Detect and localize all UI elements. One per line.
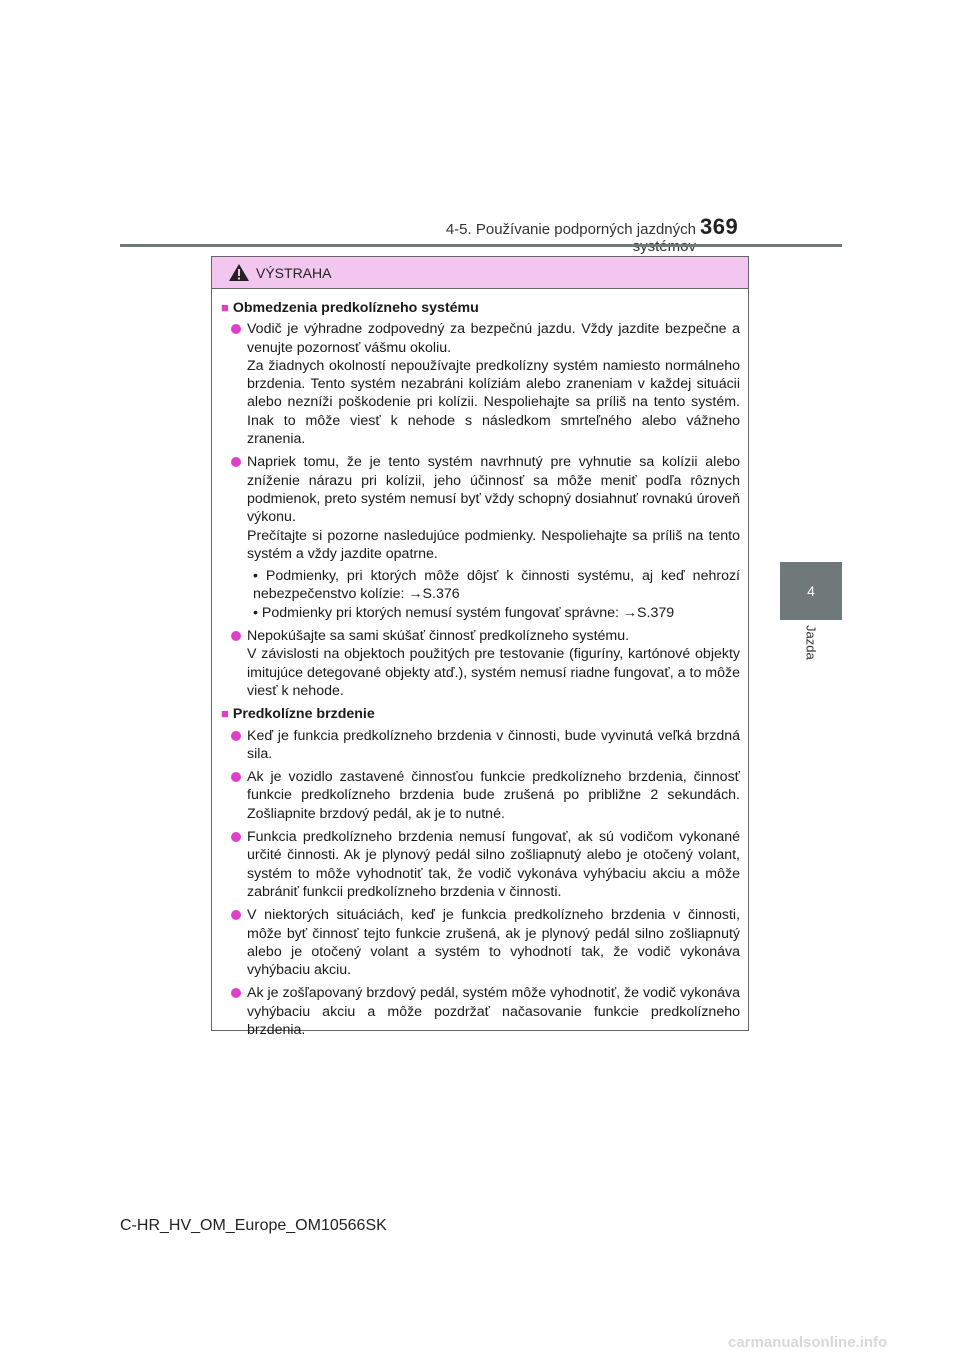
chapter-label — [780, 625, 842, 660]
circle-bullet-icon — [231, 988, 241, 998]
warning-header — [212, 257, 748, 289]
list-item: Napriek tomu, že je tento systém navrhnutý pre vyhnutie sa kolízii alebo zníženie nárazu pri kolízii, jeho účinnosť sa môže meniť podľa rôznych podmienok, preto systém nemusí byť vždy schopný dosiahnuť rovnakú úroveň výkonu. Prečítajte si pozorne nasledujúce podmienky. Nespoliehajte sa príliš na tento systém a vždy jazdite opatrne. • Podmienky, pri ktorých môže dôjsť k činnosti systému, aj keď nehrozí nebezpečenstvo kolízie: →S.376 • Podmienky pri ktorých nemusí systém fungovať správne: →S.379 — [231, 453, 740, 622]
list-item: V niektorých situáciách, keď je funkcia predkolízneho brzdenia v činnosti, môže byť činnosť tejto funkcie zrušená, ak je plynový pedál silno zošliapnutý alebo je otočený volant a systém to vyhodnotí tak, že vodič vykonáva vyhýbaciu akciu. — [231, 906, 740, 979]
list-item: Ak je zošľapovaný brzdový pedál, systém môže vyhodnotiť, že vodič vykonáva vyhýbaciu akciu a môže pozdržať načasovanie funkcie predkolízneho brzdenia. — [231, 984, 740, 1039]
circle-bullet-icon — [231, 772, 241, 782]
header-rule — [120, 244, 842, 247]
circle-bullet-icon — [231, 457, 241, 467]
chapter-tab — [780, 562, 842, 620]
section-heading-limits: ■ Obmedzenia predkolízneho systému — [221, 300, 479, 316]
square-bullet-icon: ■ — [221, 300, 229, 315]
document-id: C-HR_HV_OM_Europe_OM10566SK — [120, 1217, 387, 1234]
list-item: Funkcia predkolízneho brzdenia nemusí fungovať, ak sú vodičom vykonané určité činnosti. Ak je plynový pedál silno zošliapnutý alebo je otočený volant, systém to môže vyhodnotiť tak, že vodič vykonáva vyhýbaciu akciu a môže zabrániť funkcii predkolízneho brzdenia v činnosti. — [231, 828, 740, 901]
warning-title: VÝSTRAHA — [256, 264, 332, 281]
list-item: Nepokúšajte sa sami skúšať činnosť predkolízneho systému. V závislosti na objektoch použitých pre testovanie (figuríny, kartónové objekty imitujúce detegované objekty atď.), systém nemusí riadne fungovať, a to môže viesť k nehode. — [231, 627, 740, 700]
page-header — [0, 0, 960, 250]
list-item: Keď je funkcia predkolízneho brzdenia v činnosti, bude vyvinutá veľká brzdná sila. — [231, 727, 740, 764]
list-item: Vodič je výhradne zodpovedný za bezpečnú jazdu. Vždy jazdite bezpečne a venujte pozornosť vášmu okoliu. Za žiadnych okolností nepoužívajte predkolízny systém namiesto normálneho brzdenia. Tento systém nezabráni kolíziám alebo zraneniam v každej situácii alebo nezníži poškodenie pri kolízii. Nespoliehajte sa príliš na tento systém. Inak to môže viesť k nehode s následkom smrteľného alebo vážneho zranenia. — [231, 320, 740, 448]
watermark-text: carmanualsonline.info — [728, 1334, 888, 1351]
warning-box — [211, 256, 749, 1038]
chapter-number: 4 — [807, 583, 815, 599]
circle-bullet-icon — [231, 324, 241, 334]
sub-list-item: • Podmienky, pri ktorých môže dôjsť k činnosti systému, aj keď nehrozí nebezpečenstvo kolízie: →S.376 — [253, 568, 740, 603]
page-number: 369 — [700, 214, 739, 239]
circle-bullet-icon — [231, 910, 241, 920]
list-item: Ak je vozidlo zastavené činnosťou funkcie predkolízneho brzdenia, činnosť funkcie predkolízneho brzdenia bude zrušená po približne 2 sekundách. Zošliapnite brzdový pedál, ak je to nutné. — [231, 768, 740, 823]
section-title: 4-5. Používanie podporných jazdných — [445, 221, 696, 238]
sub-list-item: • Podmienky pri ktorých nemusí systém fungovať správne: →S.379 — [253, 604, 675, 621]
chapter-label-text: Jazda — [803, 625, 819, 660]
warning-triangle-icon — [228, 263, 250, 282]
circle-bullet-icon — [231, 832, 241, 842]
square-bullet-icon: ■ — [221, 706, 229, 722]
warning-body — [212, 289, 748, 1039]
circle-bullet-icon — [231, 631, 241, 641]
watermark-logo — [728, 1334, 960, 1358]
circle-bullet-icon — [231, 731, 241, 741]
section-heading-braking: ■ Predkolízne brzdenie — [221, 706, 375, 723]
